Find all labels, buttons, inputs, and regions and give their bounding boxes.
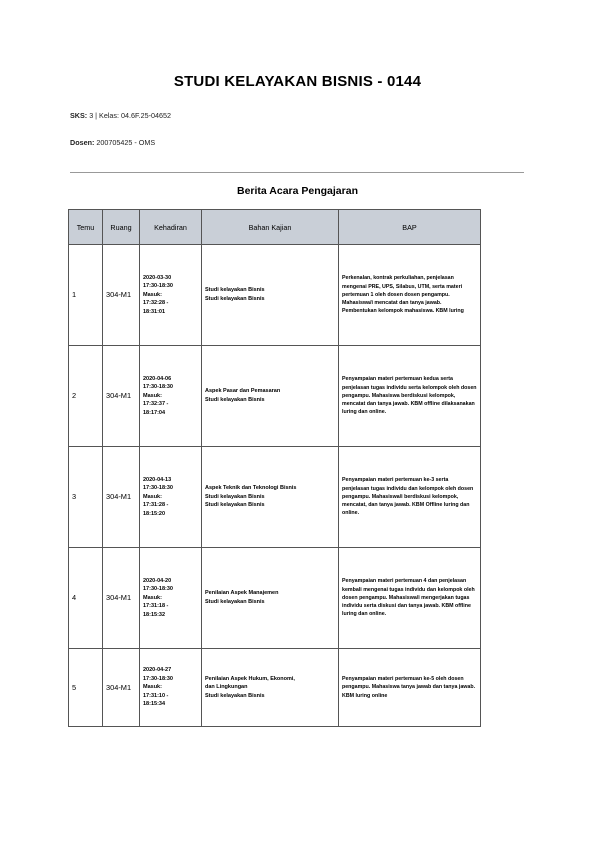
- table-row: [69, 548, 481, 649]
- cell-kehadiran: [140, 245, 202, 346]
- kehadiran-masuk-label: Masuk:: [143, 291, 162, 298]
- cell-kehadiran: [140, 649, 202, 727]
- cell-ruang: 304-M1: [103, 548, 140, 649]
- kehadiran-date: 2020-04-20: [143, 577, 172, 584]
- kehadiran-masuk-start: 17:32:37 -: [143, 401, 169, 408]
- kehadiran-masuk-end: 18:31:01: [143, 308, 166, 315]
- cell-bap: Penyampaian materi pertemuan kedua serta penjelasan tugas individu serta kelompok oleh dosen pengampu. Mahasiswa berdiskusi kelompok, mencatat dan tanya jawab. KBM offline dilaksanakan luring dan online.: [339, 346, 481, 447]
- kehadiran-time: 17:30-18:30: [143, 384, 173, 391]
- cell-kehadiran: [140, 447, 202, 548]
- kehadiran-masuk-start: 17:31:18 -: [143, 603, 169, 610]
- kehadiran-masuk-start: 17:32:28 -: [143, 300, 169, 307]
- bahan-line: Penilaian Aspek Manajemen: [205, 590, 279, 597]
- kehadiran-masuk-label: Masuk:: [143, 684, 162, 691]
- bahan-line: Studi kelayakan Bisnis: [205, 502, 265, 509]
- header-ruang: Ruang: [103, 210, 140, 245]
- kehadiran-time: 17:30-18:30: [143, 283, 173, 290]
- cell-temu: 5: [69, 649, 103, 727]
- cell-temu: 3: [69, 447, 103, 548]
- header-bahan-kajian: Bahan Kajian: [202, 210, 339, 245]
- kehadiran-masuk-label: Masuk:: [143, 594, 162, 601]
- cell-bap: Penyampaian materi pertemuan ke-3 serta penjelasan tugas individu dan kelompok oleh dosen pengampu. Mahasiswa/i berdiskusi kelompok, mencatat, dan tanya jawab. KBM Offline luring dan online.: [339, 447, 481, 548]
- bahan-line: dan Lingkungan: [205, 684, 248, 691]
- section-title: Berita Acara Pengajaran: [236, 185, 358, 197]
- table-row: [69, 649, 481, 727]
- kehadiran-date: 2020-04-27: [143, 667, 172, 674]
- bahan-line: Studi kelayakan Bisnis: [205, 599, 265, 605]
- dosen-label: Dosen:: [70, 138, 95, 147]
- kehadiran-time: 17:30-18:30: [143, 586, 173, 593]
- kehadiran-masuk-start: 17:31:10 -: [143, 692, 169, 699]
- divider: [70, 172, 524, 173]
- kehadiran-date: 2020-04-06: [143, 375, 172, 382]
- bap-table: [68, 209, 481, 727]
- cell-temu: 1: [69, 245, 103, 346]
- kehadiran-masuk-end: 18:17:04: [143, 409, 166, 416]
- cell-ruang: 304-M1: [103, 447, 140, 548]
- cell-kehadiran: [140, 346, 202, 447]
- cell-bahan-kajian: [202, 649, 339, 727]
- kehadiran-masuk-end: 18:15:34: [143, 701, 166, 708]
- cell-ruang: 304-M1: [103, 245, 140, 346]
- bahan-line: Aspek Pasar dan Pemasaran: [205, 388, 281, 395]
- kehadiran-time: 17:30-18:30: [143, 485, 173, 492]
- cell-bahan-kajian: [202, 245, 339, 346]
- kehadiran-date: 2020-03-30: [143, 274, 172, 281]
- cell-bahan-kajian: [202, 548, 339, 649]
- kehadiran-masuk-label: Masuk:: [143, 392, 162, 399]
- course-meta-sks: [70, 111, 171, 120]
- cell-temu: 2: [69, 346, 103, 447]
- sks-value: 3 | Kelas: 04.6F.25-04652: [89, 111, 171, 120]
- cell-kehadiran: [140, 548, 202, 649]
- kehadiran-masuk-start: 17:31:28 -: [143, 502, 169, 509]
- header-temu: Temu: [69, 210, 103, 245]
- sks-label: SKS:: [70, 111, 88, 120]
- cell-ruang: 304-M1: [103, 649, 140, 727]
- cell-bahan-kajian: [202, 346, 339, 447]
- header-bap: BAP: [339, 210, 481, 245]
- kehadiran-date: 2020-04-13: [143, 476, 172, 483]
- bahan-line: Studi kelayakan Bisnis: [205, 397, 265, 403]
- kehadiran-time: 17:30-18:30: [143, 675, 173, 682]
- cell-bahan-kajian: [202, 447, 339, 548]
- dosen-value: 200705425 - OMS: [96, 138, 156, 147]
- kehadiran-masuk-label: Masuk:: [143, 493, 162, 500]
- bahan-line: Studi kelayakan Bisnis: [205, 287, 265, 294]
- bahan-line: Studi kelayakan Bisnis: [205, 296, 265, 302]
- cell-ruang: 304-M1: [103, 346, 140, 447]
- kehadiran-masuk-end: 18:15:32: [143, 611, 166, 618]
- bahan-line: Penilaian Aspek Hukum, Ekonomi,: [205, 675, 295, 682]
- table-row: [69, 346, 481, 447]
- cell-bap: Penyampaian materi pertemuan 4 dan penjelasan kembali mengenai tugas individu dan kelompok oleh dosen pengampu. Mahasiswa/i mengerjakan tugas individu serta diskusi dan tanya jawab. KBM offline luring dan online.: [339, 548, 481, 649]
- kehadiran-masuk-end: 18:15:20: [143, 510, 166, 517]
- header-kehadiran: Kehadiran: [140, 210, 202, 245]
- cell-bap: Perkenalan, kontrak perkuliahan, penjelasan mengenai PRE, UPS, Silabus, UTM, serta materi pertemuan 1 oleh dosen dosen pengampu. Mahasiswa/i mencatat dan tanya jawab. Pembentukan kelompok mahasiswa. KBM luring: [339, 245, 481, 346]
- bahan-line: Aspek Teknik dan Teknologi Bisnis: [205, 485, 297, 492]
- cell-temu: 4: [69, 548, 103, 649]
- bahan-line: Studi kelayakan Bisnis: [205, 692, 265, 699]
- bahan-line: Studi kelayakan Bisnis: [205, 493, 265, 500]
- table-header-row: [69, 210, 481, 245]
- course-meta-dosen: [70, 138, 155, 147]
- table-row: [69, 447, 481, 548]
- table-row: [69, 245, 481, 346]
- page-title: STUDI KELAYAKAN BISNIS - 0144: [173, 73, 422, 90]
- cell-bap: Penyampaian materi pertemuan ke-5 oleh dosen pengampu. Mahasiswa tanya jawab dan tanya jawab. KBM luring online: [339, 649, 481, 727]
